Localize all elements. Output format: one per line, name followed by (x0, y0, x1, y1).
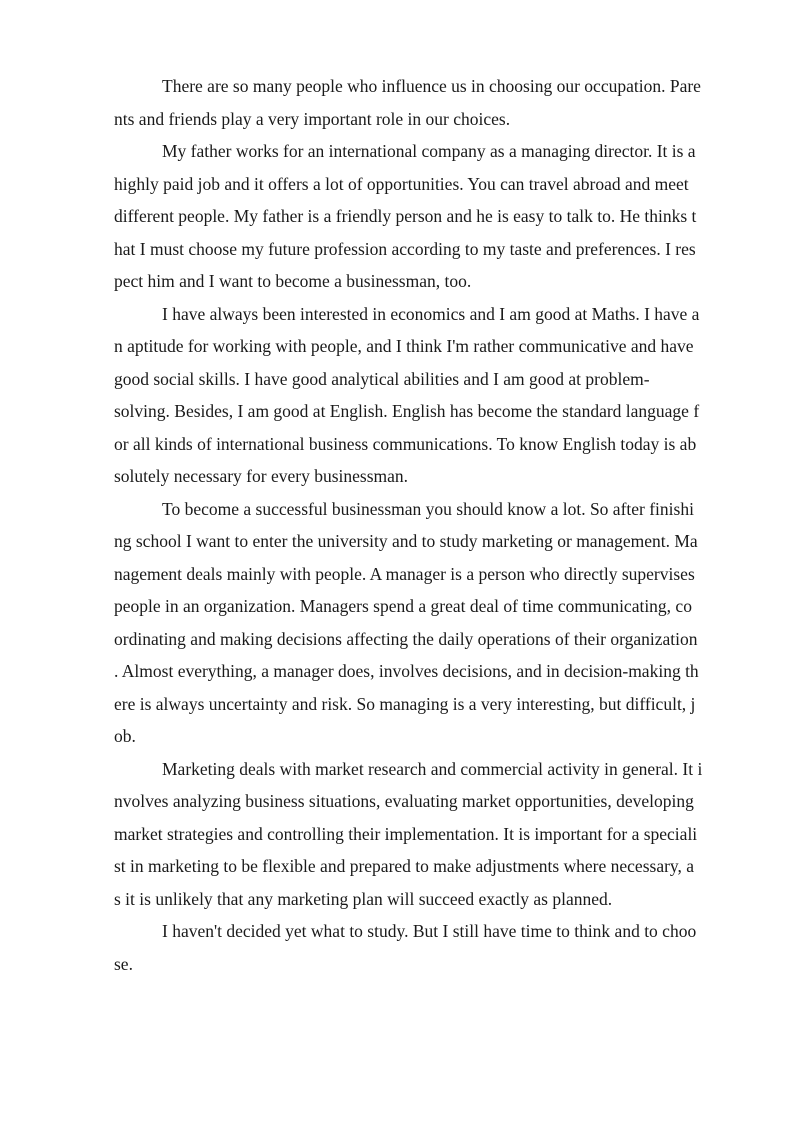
text-line: ordinating and making decisions affecting the daily operations of their organization (114, 628, 698, 649)
text-line: or all kinds of international business communications. To know English today is ab (114, 433, 697, 454)
text-line: nvolves analyzing business situations, evaluating market opportunities, developing (114, 791, 694, 811)
text-line: ere is always uncertainty and risk. So managing is a very interesting, but difficult, j (114, 693, 696, 714)
text-line: se. (114, 953, 133, 974)
text-line: To become a successful businessman you should know a lot. So after finishi (162, 498, 694, 519)
paragraph-2 (114, 135, 744, 298)
text-line: pect him and I want to become a businessman, too. (114, 271, 472, 291)
text-line: nts and friends play a very important role in our choices. (114, 108, 511, 129)
text-line: solving. Besides, I am good at English. English has become the standard language f (114, 401, 700, 421)
document-body (114, 70, 744, 980)
paragraph-1 (114, 70, 744, 135)
text-line: highly paid job and it offers a lot of opportunities. You can travel abroad and meet (114, 173, 689, 194)
paragraph-3 (114, 298, 744, 493)
text-line: My father works for an international company as a managing director. It is a (162, 141, 696, 161)
text-line: good social skills. I have good analytical abilities and I am good at problem- (114, 368, 650, 389)
text-line: n aptitude for working with people, and I think I'm rather communicative and have (114, 336, 694, 356)
text-line: different people. My father is a friendly person and he is easy to talk to. He thinks t (114, 206, 697, 226)
paragraph-5 (114, 753, 744, 916)
text-line: I have always been interested in economics and I am good at Maths. I have a (162, 303, 700, 324)
text-line: I haven't decided yet what to study. But I still have time to think and to choo (162, 921, 697, 941)
text-line: nagement deals mainly with people. A manager is a person who directly supervises (114, 563, 695, 584)
paragraph-4 (114, 493, 744, 753)
paragraph-6 (114, 915, 744, 980)
text-line: st in marketing to be flexible and prepared to make adjustments where necessary, a (114, 856, 695, 876)
text-line: market strategies and controlling their implementation. It is important for a speciali (114, 823, 698, 844)
text-line: hat I must choose my future profession according to my taste and preferences. I res (114, 238, 696, 259)
text-line: solutely necessary for every businessman. (114, 466, 409, 486)
text-line: ob. (114, 726, 136, 746)
text-line: ng school I want to enter the university and to study marketing or management. Ma (114, 531, 698, 551)
text-line: Marketing deals with market research and commercial activity in general. It i (162, 758, 703, 779)
text-line: people in an organization. Managers spend a great deal of time communicating, co (114, 596, 692, 616)
text-line: There are so many people who influence us in choosing our occupation. Pare (162, 76, 701, 96)
text-line: . Almost everything, a manager does, involves decisions, and in decision-making th (114, 661, 699, 681)
text-line: s it is unlikely that any marketing plan will succeed exactly as planned. (114, 888, 613, 909)
